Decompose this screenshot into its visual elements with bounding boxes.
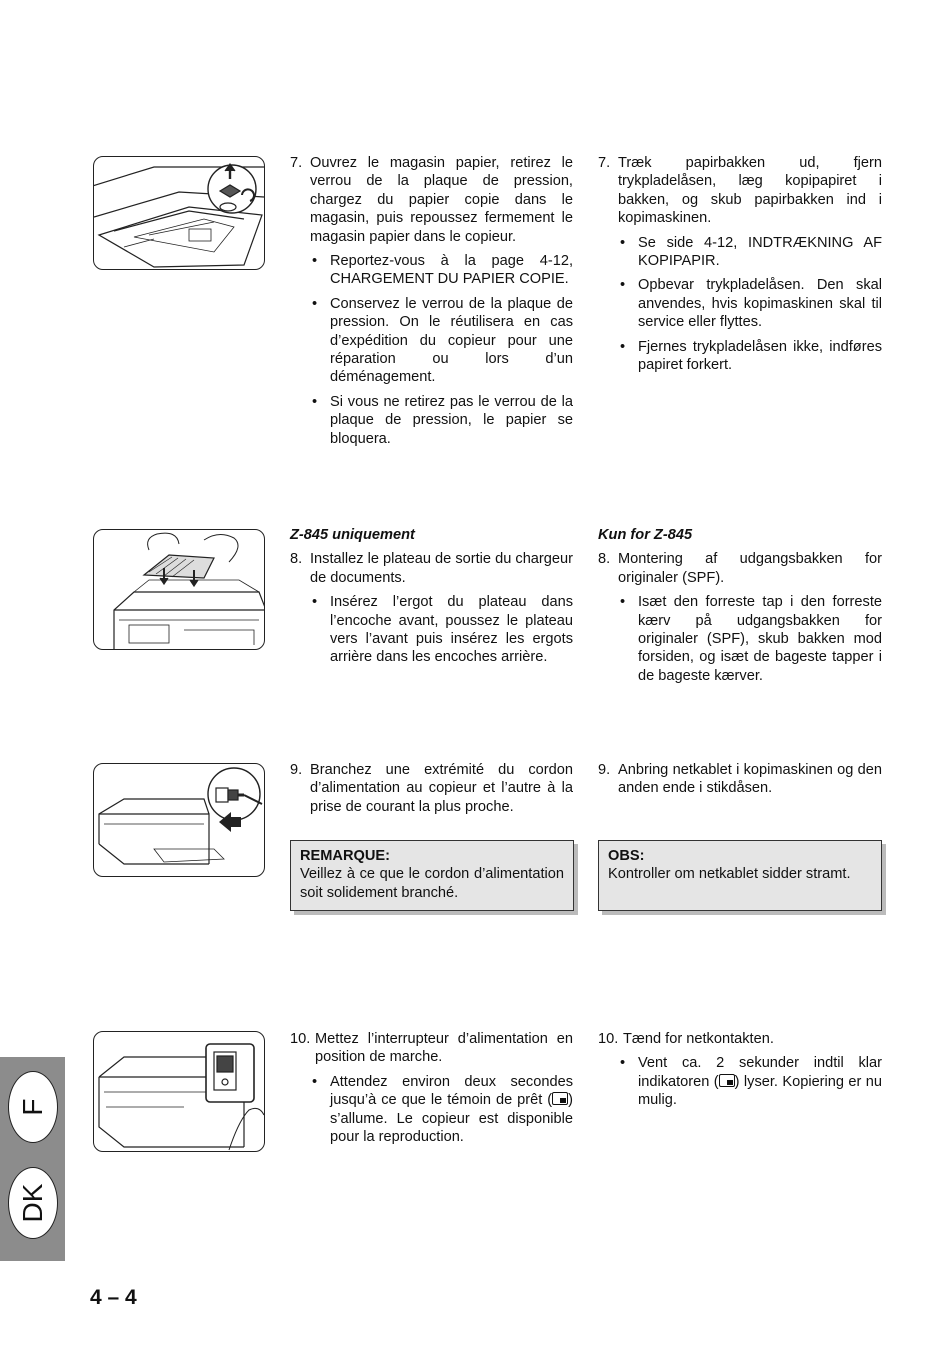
step-7-dk: 7. Træk papirbakken ud, fjern trykpladelåsen, læg kopipapiret i bakken, og skub papirbakken ind i kopimaskinen. • Se side 4-12, INDTRÆKNING AF KOPIPAPIR. • Opbevar trykpladelåsen. Den skal anvendes, hvis kopimaskinen skal til service eller flyttes. • Fjernes trykpladelåsen ikke, indføres papiret forkert.: [598, 155, 882, 374]
step-10-dk: 10. Tænd for netkontakten. • Vent ca. 2 sekunder indtil klar indikatoren ( ) lyser. Kopiering er nu mulig.: [598, 1031, 883, 1109]
note-box-fr: [290, 840, 574, 911]
language-tab-f: [8, 1071, 58, 1143]
step-number: 8.: [290, 551, 303, 568]
step-text: Mettez l’interrupteur d’alimentation en position de marche.: [315, 1031, 573, 1066]
step-text: Montering af udgangsbakken for originaler (SPF).: [618, 551, 882, 586]
bullet-text: Reportez-vous à la page 4-12, CHARGEMENT DU PAPIER COPIE.: [330, 253, 573, 288]
step-number: 8.: [598, 551, 611, 568]
step-9-fr: [290, 761, 573, 816]
ready-indicator-icon: [719, 1074, 735, 1087]
bullet-text: Isæt den forreste tap i den forreste kærv på udgangsbakken for originaler (SPF), skub bakken mod forsiden, og isæt de bageste tapper i de bageste kærver.: [638, 594, 882, 684]
language-label-dk: DK: [17, 1183, 48, 1223]
step-7-fr: 7. Ouvrez le magasin papier, retirez le verrou de la plaque de pression, chargez du papier copie dans le magasin, puis repoussez fermement le magasin papier dans le copieur. • Reportez-vous à la page 4-12, CHARGEMENT DU PAPIER COPIE. • Conservez le verrou de la plaque de pression. On le réutilisera en cas d’expédition du copieur pour une réparation ou lors d’un déménagement. • Si vous ne retirez pas le verrou de la plaque de pression, le papier se bloquera.: [290, 155, 573, 447]
power-cord-illustration: [93, 763, 265, 877]
step-number: 9.: [598, 762, 611, 778]
step-8-fr: Z-845 uniquement 8. Installez le plateau de sortie du chargeur de documents. • Insérez l’ergot du plateau dans l’encoche avant, poussez le plateau vers l’avant puis insérez les ergots arrière dans les encoches arrière.: [290, 527, 573, 666]
step-text: Anbring netkablet i kopimaskinen og den anden ende i stikdåsen.: [618, 762, 882, 797]
bullet-text: Si vous ne retirez pas le verrou de la plaque de pression, le papier se bloquera.: [330, 393, 573, 447]
ready-indicator-icon: [552, 1092, 568, 1105]
section-heading: Kun for Z-845: [598, 527, 693, 543]
note-title: REMARQUE:: [300, 848, 390, 864]
bullet-text: Opbevar trykpladelåsen. Den skal anvendes, hvis kopimaskinen skal til service eller flyttes.: [638, 277, 882, 331]
step-number: 10.: [290, 1031, 311, 1047]
step-text: Ouvrez le magasin papier, retirez le verrou de la plaque de pression, chargez du papier copie dans le magasin, puis repoussez fermement le magasin papier dans le copieur.: [310, 155, 573, 245]
bullet-text: Attendez environ deux secondes jusqu’à ce que le témoin de prêt ( ) s’allume. Le copieur est disponible pour la reproduction.: [330, 1073, 573, 1146]
step-text: Installez le plateau de sortie du chargeur de documents.: [310, 551, 573, 586]
note-title: OBS:: [608, 848, 645, 864]
language-tab-dk: [8, 1167, 58, 1239]
step-text: Branchez une extrémité du cordon d’alimentation au copieur et l’autre à la prise de courant la plus proche.: [310, 762, 573, 815]
step-number: 10.: [598, 1031, 619, 1047]
note-text: Veillez à ce que le cordon d’alimentation soit solidement branché.: [300, 866, 564, 901]
section-heading: Z-845 uniquement: [290, 527, 415, 543]
language-label-f: F: [17, 1098, 48, 1116]
bullet-text: Fjernes trykpladelåsen ikke, indføres papiret forkert.: [638, 338, 882, 374]
step-9-dk: [598, 761, 882, 798]
note-box-dk: [598, 840, 882, 911]
output-tray-illustration: [93, 529, 265, 650]
bullet-text: Insérez l’ergot du plateau dans l’encoche avant, poussez le plateau vers l’avant puis insérez les ergots arrière dans les encoches arrière.: [330, 594, 573, 666]
step-8-dk: Kun for Z-845 8. Montering af udgangsbakken for originaler (SPF). • Isæt den forreste tap i den forreste kærv på udgangsbakken for originaler (SPF), skub bakken mod forsiden, og isæt de bageste tapper i de bageste kærver.: [598, 527, 882, 684]
power-switch-illustration: [93, 1031, 265, 1152]
page-number: 4 – 4: [90, 1286, 137, 1309]
step-text: Træk papirbakken ud, fjern trykpladelåsen, læg kopipapiret i bakken, og skub papirbakken ind i kopimaskinen.: [618, 155, 882, 227]
step-number: 7.: [598, 155, 611, 171]
language-side-tab: [0, 1057, 65, 1261]
step-10-fr: 10. Mettez l’interrupteur d’alimentation en position de marche. • Attendez environ deux secondes jusqu’à ce que le témoin de prêt ( ) s’allume. Le copieur est disponible pour la reproduction.: [290, 1031, 573, 1146]
step-number: 9.: [290, 762, 303, 778]
bullet-text: Conservez le verrou de la plaque de pression. On le réutilisera en cas d’expédition du copieur pour une réparation ou lors d’un déménagement.: [330, 295, 573, 386]
step-text: Tænd for netkontakten.: [623, 1031, 774, 1047]
bullet-text: Se side 4-12, INDTRÆKNING AF KOPIPAPIR.: [638, 234, 882, 270]
bullet-text: Vent ca. 2 sekunder indtil klar indikatoren ( ) lyser. Kopiering er nu mulig.: [638, 1055, 883, 1109]
note-text: Kontroller om netkablet sidder stramt.: [608, 866, 851, 883]
step-number: 7.: [290, 155, 303, 171]
paper-tray-illustration: [93, 156, 265, 270]
